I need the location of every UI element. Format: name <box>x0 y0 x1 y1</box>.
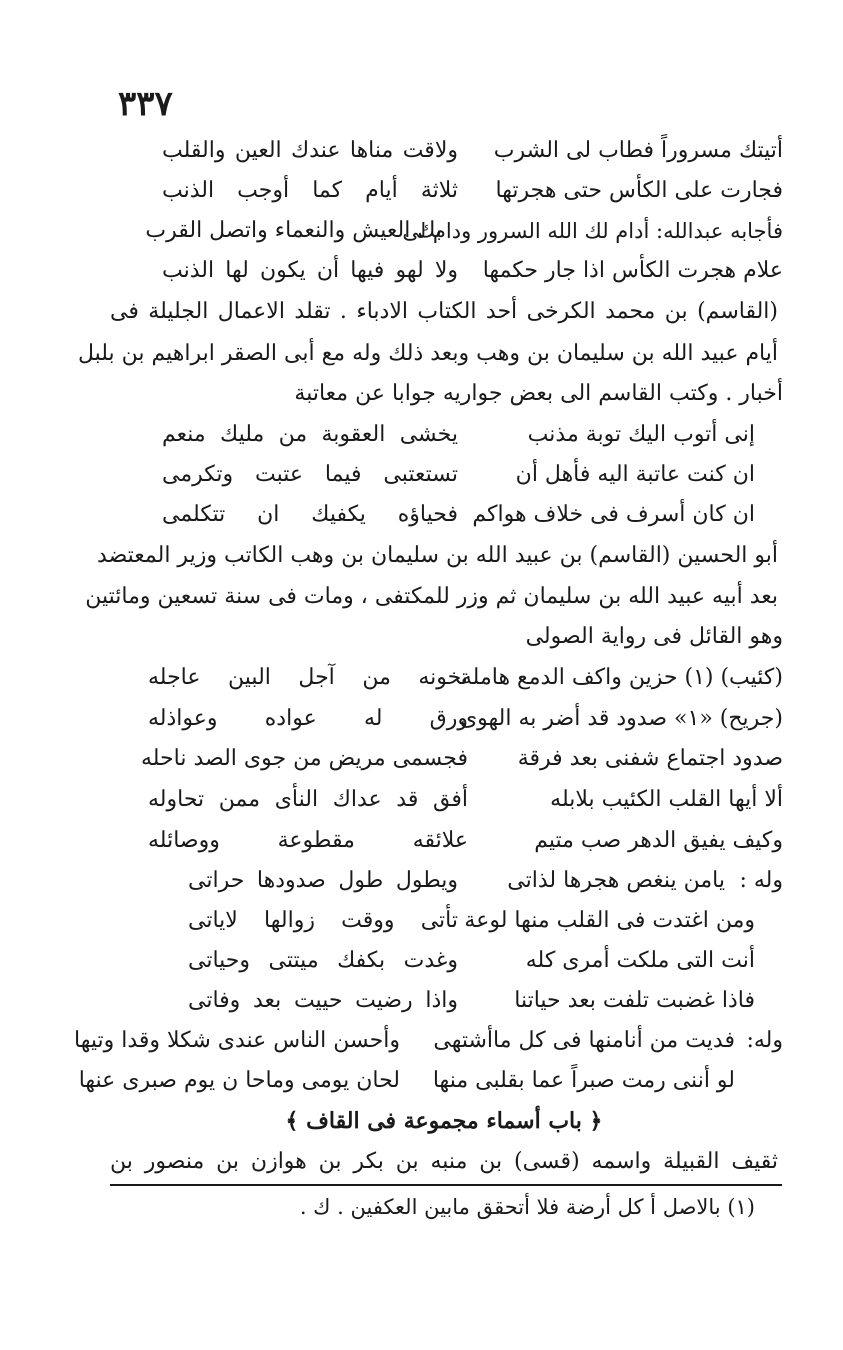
verse-c1-left: تخونه من آجل البين عاجله <box>148 665 468 690</box>
verse-d2-right: ومن اغتدت فى القلب منها لوعة <box>464 908 755 933</box>
verse-c4-left: أفق قد عداك النأى ممن تحاوله <box>148 787 468 812</box>
verse-c2-right: (جريح) «١» صدود قد أضر به الهوى <box>459 706 783 731</box>
verse-a3-right: فأجابه عبدالله: أدام لك الله السرور ودام لى <box>402 219 783 243</box>
verse-e2-left: لحان يومى وماحا ن يوم صبرى عنها <box>78 1068 400 1093</box>
section-heading: ﴿ باب أسماء مجموعة فى القاف ﴾ <box>285 1108 603 1134</box>
verse-e1-left: وأحسن الناس عندى شكلا وقدا وتيها <box>74 1028 400 1053</box>
verse-c5-left: علائقه مقطوعة ووصائله <box>148 828 468 853</box>
verse-e-lead: وله: <box>746 1028 783 1053</box>
verse-b2-right: ان كنت عاتبة اليه فأهل أن <box>515 462 755 487</box>
verse-e2-right: لو أننى رمت صبراً عما بقلبى منها <box>432 1068 735 1093</box>
verse-d1-left: ويطول طول صدودها حراتى <box>188 868 458 893</box>
prose-b-line3: وهو القائل فى رواية الصولى <box>525 624 783 649</box>
footnote-separator <box>110 1184 782 1186</box>
verse-c5-right: وكيف يفيق الدهر صب متيم <box>534 828 783 853</box>
verse-b3-right: ان كان أسرف فى خلاف هواكم <box>472 502 755 527</box>
prose-b-line2: بعد أبيه عبيد الله بن سليمان ثم وزر للمكتفى ، ومات فى سنة تسعين ومائتين <box>85 584 778 609</box>
verse-b2-left: تستعتبى فيما عتبت وتكرمى <box>162 462 458 487</box>
verse-d4-left: واذا رضيت حييت بعد وفاتى <box>188 988 458 1013</box>
verse-e1-right: فديت من أنامنها فى كل ماأشتهى <box>433 1028 735 1053</box>
verse-a4-left: ولا لهو فيها أن يكون لها الذنب <box>162 258 458 283</box>
prose-a-line3: أخبار . وكتب القاسم الى بعض جواريه جوابا عن معاتبة <box>294 381 783 406</box>
verse-a1-left: ولاقت مناها عندك العين والقلب <box>162 138 458 163</box>
verse-d2-left: تأتى ووقت زوالها لاياتى <box>188 908 458 933</box>
verse-a4-right: علام هجرت الكأس اذا جار حكمها <box>482 258 783 283</box>
verse-d3-left: وغدت بكفك ميتتى وحياتى <box>188 948 458 973</box>
verse-d1-right: يامن ينغص هجرها لذاتى <box>507 868 725 893</box>
verse-b1-left: يخشى العقوبة من مليك منعم <box>162 422 458 447</box>
verse-c3-right: صدود اجتماع شفنى بعد فرقة <box>517 746 783 771</box>
verse-d3-right: أنت التى ملكت أمرى كله <box>525 948 755 973</box>
verse-b3-left: فحياؤه يكفيك ان تتكلمى <box>162 502 458 527</box>
verse-a2-left: ثلاثة أيام كما أوجب الذنب <box>162 178 458 203</box>
prose-a-line1: (القاسم) بن محمد الكرخى أحد الكتاب الادباء . تقلد الاعمال الجليلة فى <box>110 299 778 324</box>
verse-d-lead: وله : <box>739 868 783 893</box>
footnote: (١) بالاصل أ كل أرضة فلا أتحقق مابين العكفين . ك . <box>299 1195 755 1219</box>
verse-a2-right: فجارت على الكأس حتى هجرتها <box>495 178 783 203</box>
verse-c2-left: ورق له عواده وعواذله <box>148 706 468 731</box>
prose-b-line1: أبو الحسين (القاسم) بن عبيد الله بن سليمان بن وهب الكاتب وزير المعتضد <box>97 543 778 568</box>
prose-c-line1: ثقيف القبيلة واسمه (قسى) بن منبه بن بكر بن هوازن بن منصور بن <box>110 1149 778 1174</box>
prose-a-line2: أيام عبيد الله بن سليمان بن وهب وبعد ذلك وله مع أبى الصقر ابراهيم بن بلبل <box>77 341 778 366</box>
page-number: ٣٣٧ <box>118 84 173 124</box>
verse-c1-right: (كئيب) (١) حزين واكف الدمع هامله <box>460 665 783 690</box>
verse-b1-right: إنى أتوب اليك توبة مذنب <box>527 422 755 447</box>
verse-d4-right: فاذا غضبت تلفت بعد حياتنا <box>514 988 755 1013</box>
verse-c4-right: ألا أيها القلب الكئيب بلابله <box>550 787 783 812</box>
verse-c3-left: فجسمى مريض من جوى الصد ناحله <box>140 746 468 771</box>
verse-a3-left: بك العيش والنعماء واتصل القرب <box>145 218 442 243</box>
verse-a1-right: أتيتك مسروراً فطاب لى الشرب <box>493 138 783 163</box>
